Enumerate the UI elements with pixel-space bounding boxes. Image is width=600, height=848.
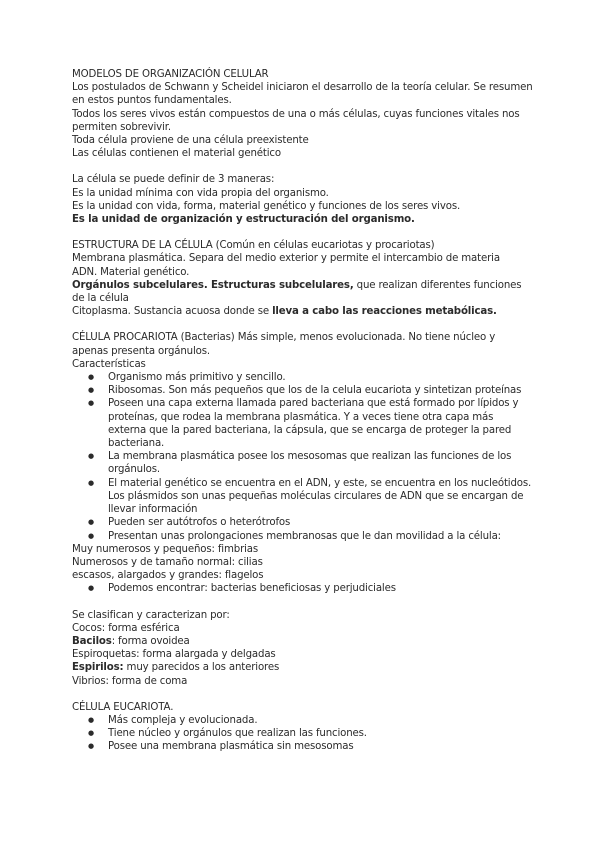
spacer [72,226,534,239]
spacer [72,688,534,701]
espiroquetas-line: Espiroquetas: forma alargada y delgadas [72,649,276,661]
organulos-line [72,279,534,305]
list-item: ● Pueden ser autótrofos o heterótrofos [72,516,534,529]
bacterias-list [72,582,534,595]
eucariota-list [72,714,534,754]
list-item: ● Organismo más primitivo y sencillo. [72,371,534,384]
list-item: ● Tiene núcleo y orgánulos que realizan las funciones. [72,727,534,740]
list-item: ● Ribosomas. Son más pequeños que los de la celula eucariota y sintetizan proteínas [72,384,534,397]
organulos-text: que realizan diferentes funciones de la célula [72,279,522,305]
clasificacion-intro: Se clasifican y caracterizan por: [72,609,230,621]
postulate-1: Todos los seres vivos están compuestos de una o más células, cuyas funciones vitales nos permiten sobrevivir. [72,108,520,133]
procariota-list [72,371,534,543]
membrana-line: Membrana plasmática. Separa del medio exterior y permite el intercambio de materia [72,253,500,265]
document-page [72,68,534,754]
list-item: ● Presentan unas prolongaciones membranosas que le dan movilidad a la célula: [72,530,534,543]
definition-2: Es la unidad con vida, forma, material genético y funciones de los seres vivos. [72,200,461,212]
list-item: ● Más compleja y evolucionada. [72,714,534,727]
organulos-bold: Orgánulos subcelulares. Estructuras subcelulares, [72,279,354,291]
postulate-3: Las células contienen el material genético [72,148,281,160]
section-title-eucariota: CÉLULA EUCARIOTA. [72,701,174,713]
list-item: ● Poseen una capa externa llamada pared bacteriana que está formado por lípidos y proteínas, que rodea la membrana plasmática. Y a veces tiene otra capa más externa que la pared bacteriana, la cápsula, que se encarga de proteger la pared bacteriana. [72,397,534,450]
espirilos-text: muy parecidos a los anteriores [123,662,280,674]
espirilos-bold: Espirilos: [72,662,124,674]
postulate-2: Toda célula proviene de una célula preexistente [72,135,309,147]
bacilos-bold: Bacilos [72,635,112,647]
vibrios-line: Vibrios: forma de coma [72,675,188,687]
definition-intro: La célula se puede definir de 3 maneras: [72,174,275,186]
spacer [72,596,534,609]
section-title-estructura: ESTRUCTURA DE LA CÉLULA (Común en células eucariotas y procariotas) [72,240,435,252]
caracteristicas-label: Características [72,358,146,370]
prolongacion-line: escasos, alargados y grandes: flagelos [72,570,264,582]
list-item: ● El material genético se encuentra en el ADN, y este, se encuentra en los nucleótidos. Los plásmidos son unas pequeñas moléculas circulares de ADN que se encargan de llevar información [72,477,534,517]
paragraph-intro: Los postulados de Schwann y Scheidel iniciaron el desarrollo de la teoría celular. Se resumen en estos puntos fundamentales. [72,82,533,107]
bacilos-text: : forma ovoidea [111,635,190,647]
bacilos-line [72,635,534,648]
spacer [72,160,534,173]
definition-3-bold: Es la unidad de organización y estructuración del organismo. [72,214,415,226]
list-item: ● Posee una membrana plasmática sin mesosomas [72,740,534,753]
prolongacion-line: Numerosos y de tamaño normal: cilias [72,556,263,568]
list-item: ● Podemos encontrar: bacterias beneficiosas y perjudiciales [72,582,534,595]
section-title-procariota: CÉLULA PROCARIOTA (Bacterias) Más simple, menos evolucionada. No tiene núcleo y apenas presenta orgánulos. [72,332,496,357]
section-title-modelos: MODELOS DE ORGANIZACIÓN CELULAR [72,69,269,80]
list-item: ● La membrana plasmática posee los mesosomas que realizan las funciones de los orgánulos. [72,450,534,476]
citoplasma-text: Citoplasma. Sustancia acuosa donde se [72,306,273,318]
spacer [72,318,534,331]
cocos-line: Cocos: forma esférica [72,622,180,634]
adn-line: ADN. Material genético. [72,266,190,278]
citoplasma-line [72,305,534,318]
prolongacion-line: Muy numerosos y pequeños: fimbrias [72,543,259,555]
espirilos-line [72,661,534,674]
definition-3 [72,213,534,226]
citoplasma-bold: lleva a cabo las reacciones metabólicas. [272,306,497,318]
definition-1: Es la unidad mínima con vida propia del organismo. [72,187,329,199]
